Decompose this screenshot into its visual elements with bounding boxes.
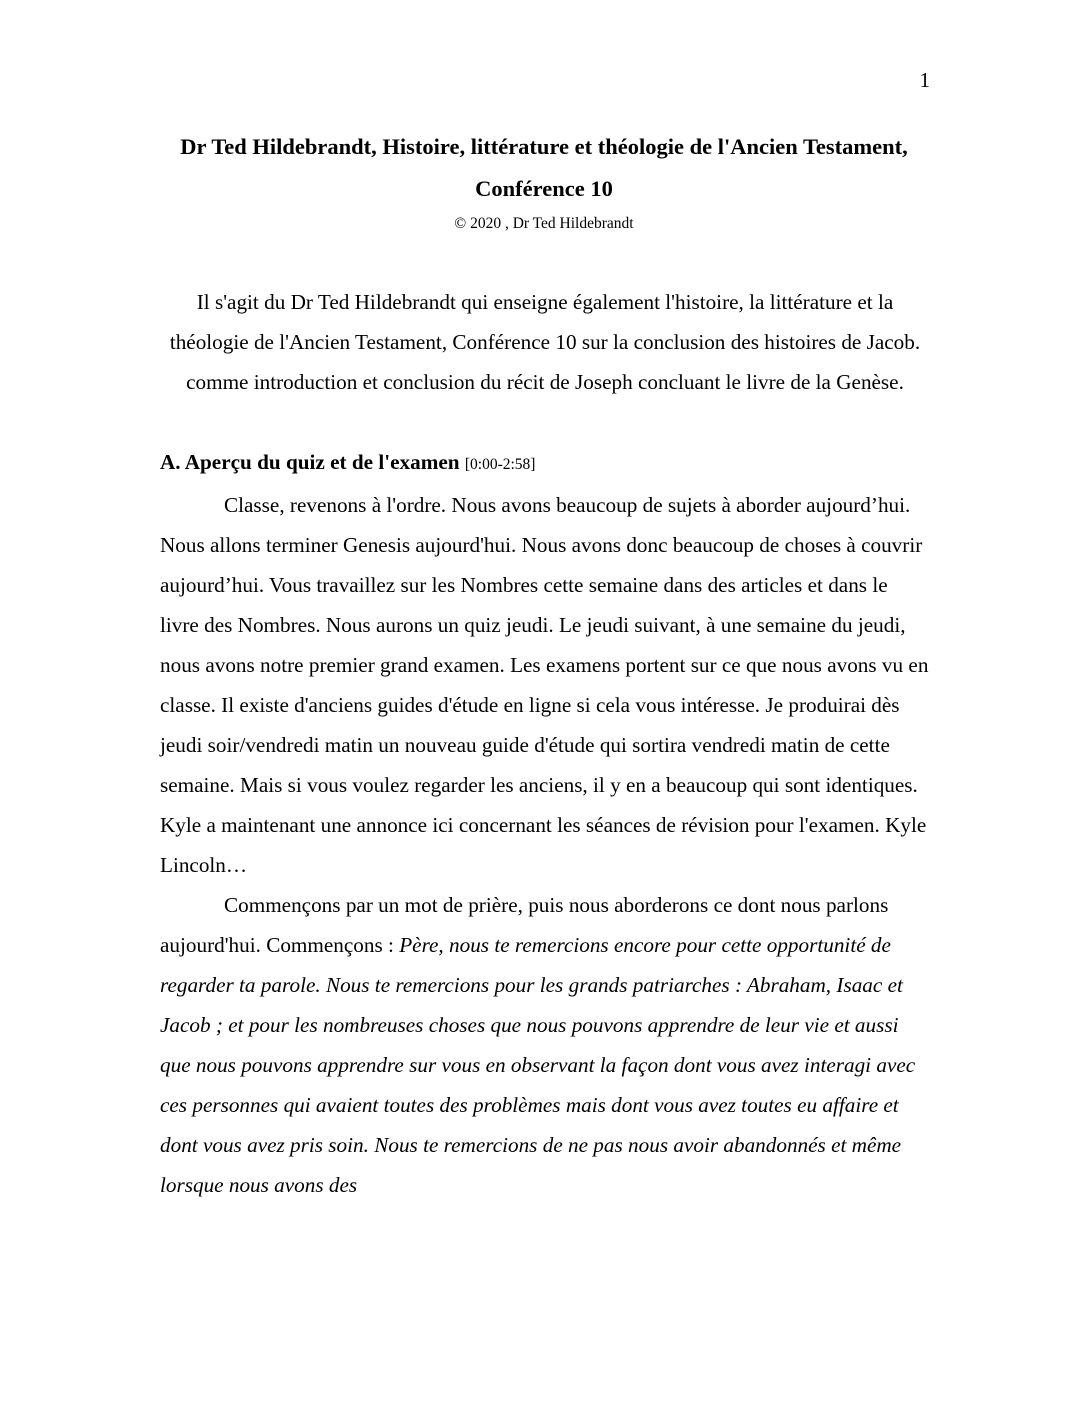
prayer-text: Père, nous te remercions encore pour cette opportunité de regarder ta parole. Nous te remercions pour les grands patriarches : Abraham, Isaac et Jacob ; et pour les nombreuses choses que nous pouvons apprendre de leur vie et aussi que nous pouvons apprendre sur vous en observant la façon dont vous avez interagi avec ces personnes qui avaient toutes des problèmes mais dont vous avez toutes eu affaire et dont vous avez pris soin. Nous te remercions de ne pas nous avoir abandonnés et même lorsque nous avons des: [160, 933, 916, 1197]
document-title: Dr Ted Hildebrandt, Histoire, littérature et théologie de l'Ancien Testament, Conférence 10: [180, 134, 908, 201]
section-heading-label: A. Aperçu du quiz et de l'examen: [160, 450, 460, 474]
page-number: 1: [919, 68, 930, 92]
section-heading: [160, 442, 930, 485]
section-timestamp: [0:00-2:58]: [464, 456, 536, 473]
body-text: [160, 442, 930, 1205]
prayer-intro: Commençons par un mot de prière, puis nous aborderons ce dont nous parlons aujourd'hui. Commençons :: [160, 893, 889, 957]
paragraph-prayer: [160, 885, 930, 1205]
copyright-notice: © 2020 , Dr Ted Hildebrandt: [454, 215, 634, 232]
paragraph-overview: Classe, revenons à l'ordre. Nous avons beaucoup de sujets à aborder aujourd’hui. Nous allons terminer Genesis aujourd'hui. Nous avons donc beaucoup de choses à couvrir aujourd’hui. Vous travaillez sur les Nombres cette semaine dans des articles et dans le livre des Nombres. Nous aurons un quiz jeudi. Le jeudi suivant, à une semaine du jeudi, nous avons notre premier grand examen. Les examens portent sur ce que nous avons vu en classe. Il existe d'anciens guides d'étude en ligne si cela vous intéresse. Je produirai dès jeudi soir/vendredi matin un nouveau guide d'étude qui sortira vendredi matin de cette semaine. Mais si vous voulez regarder les anciens, il y en a beaucoup qui sont identiques. Kyle a maintenant une annonce ici concernant les séances de révision pour l'examen. Kyle Lincoln…: [160, 493, 929, 877]
abstract: Il s'agit du Dr Ted Hildebrandt qui enseigne également l'histoire, la littérature et la théologie de l'Ancien Testament, Conférence 10 sur la conclusion des histoires de Jacob. comme introduction et conclusion du récit de Joseph concluant le livre de la Genèse.: [169, 290, 921, 394]
